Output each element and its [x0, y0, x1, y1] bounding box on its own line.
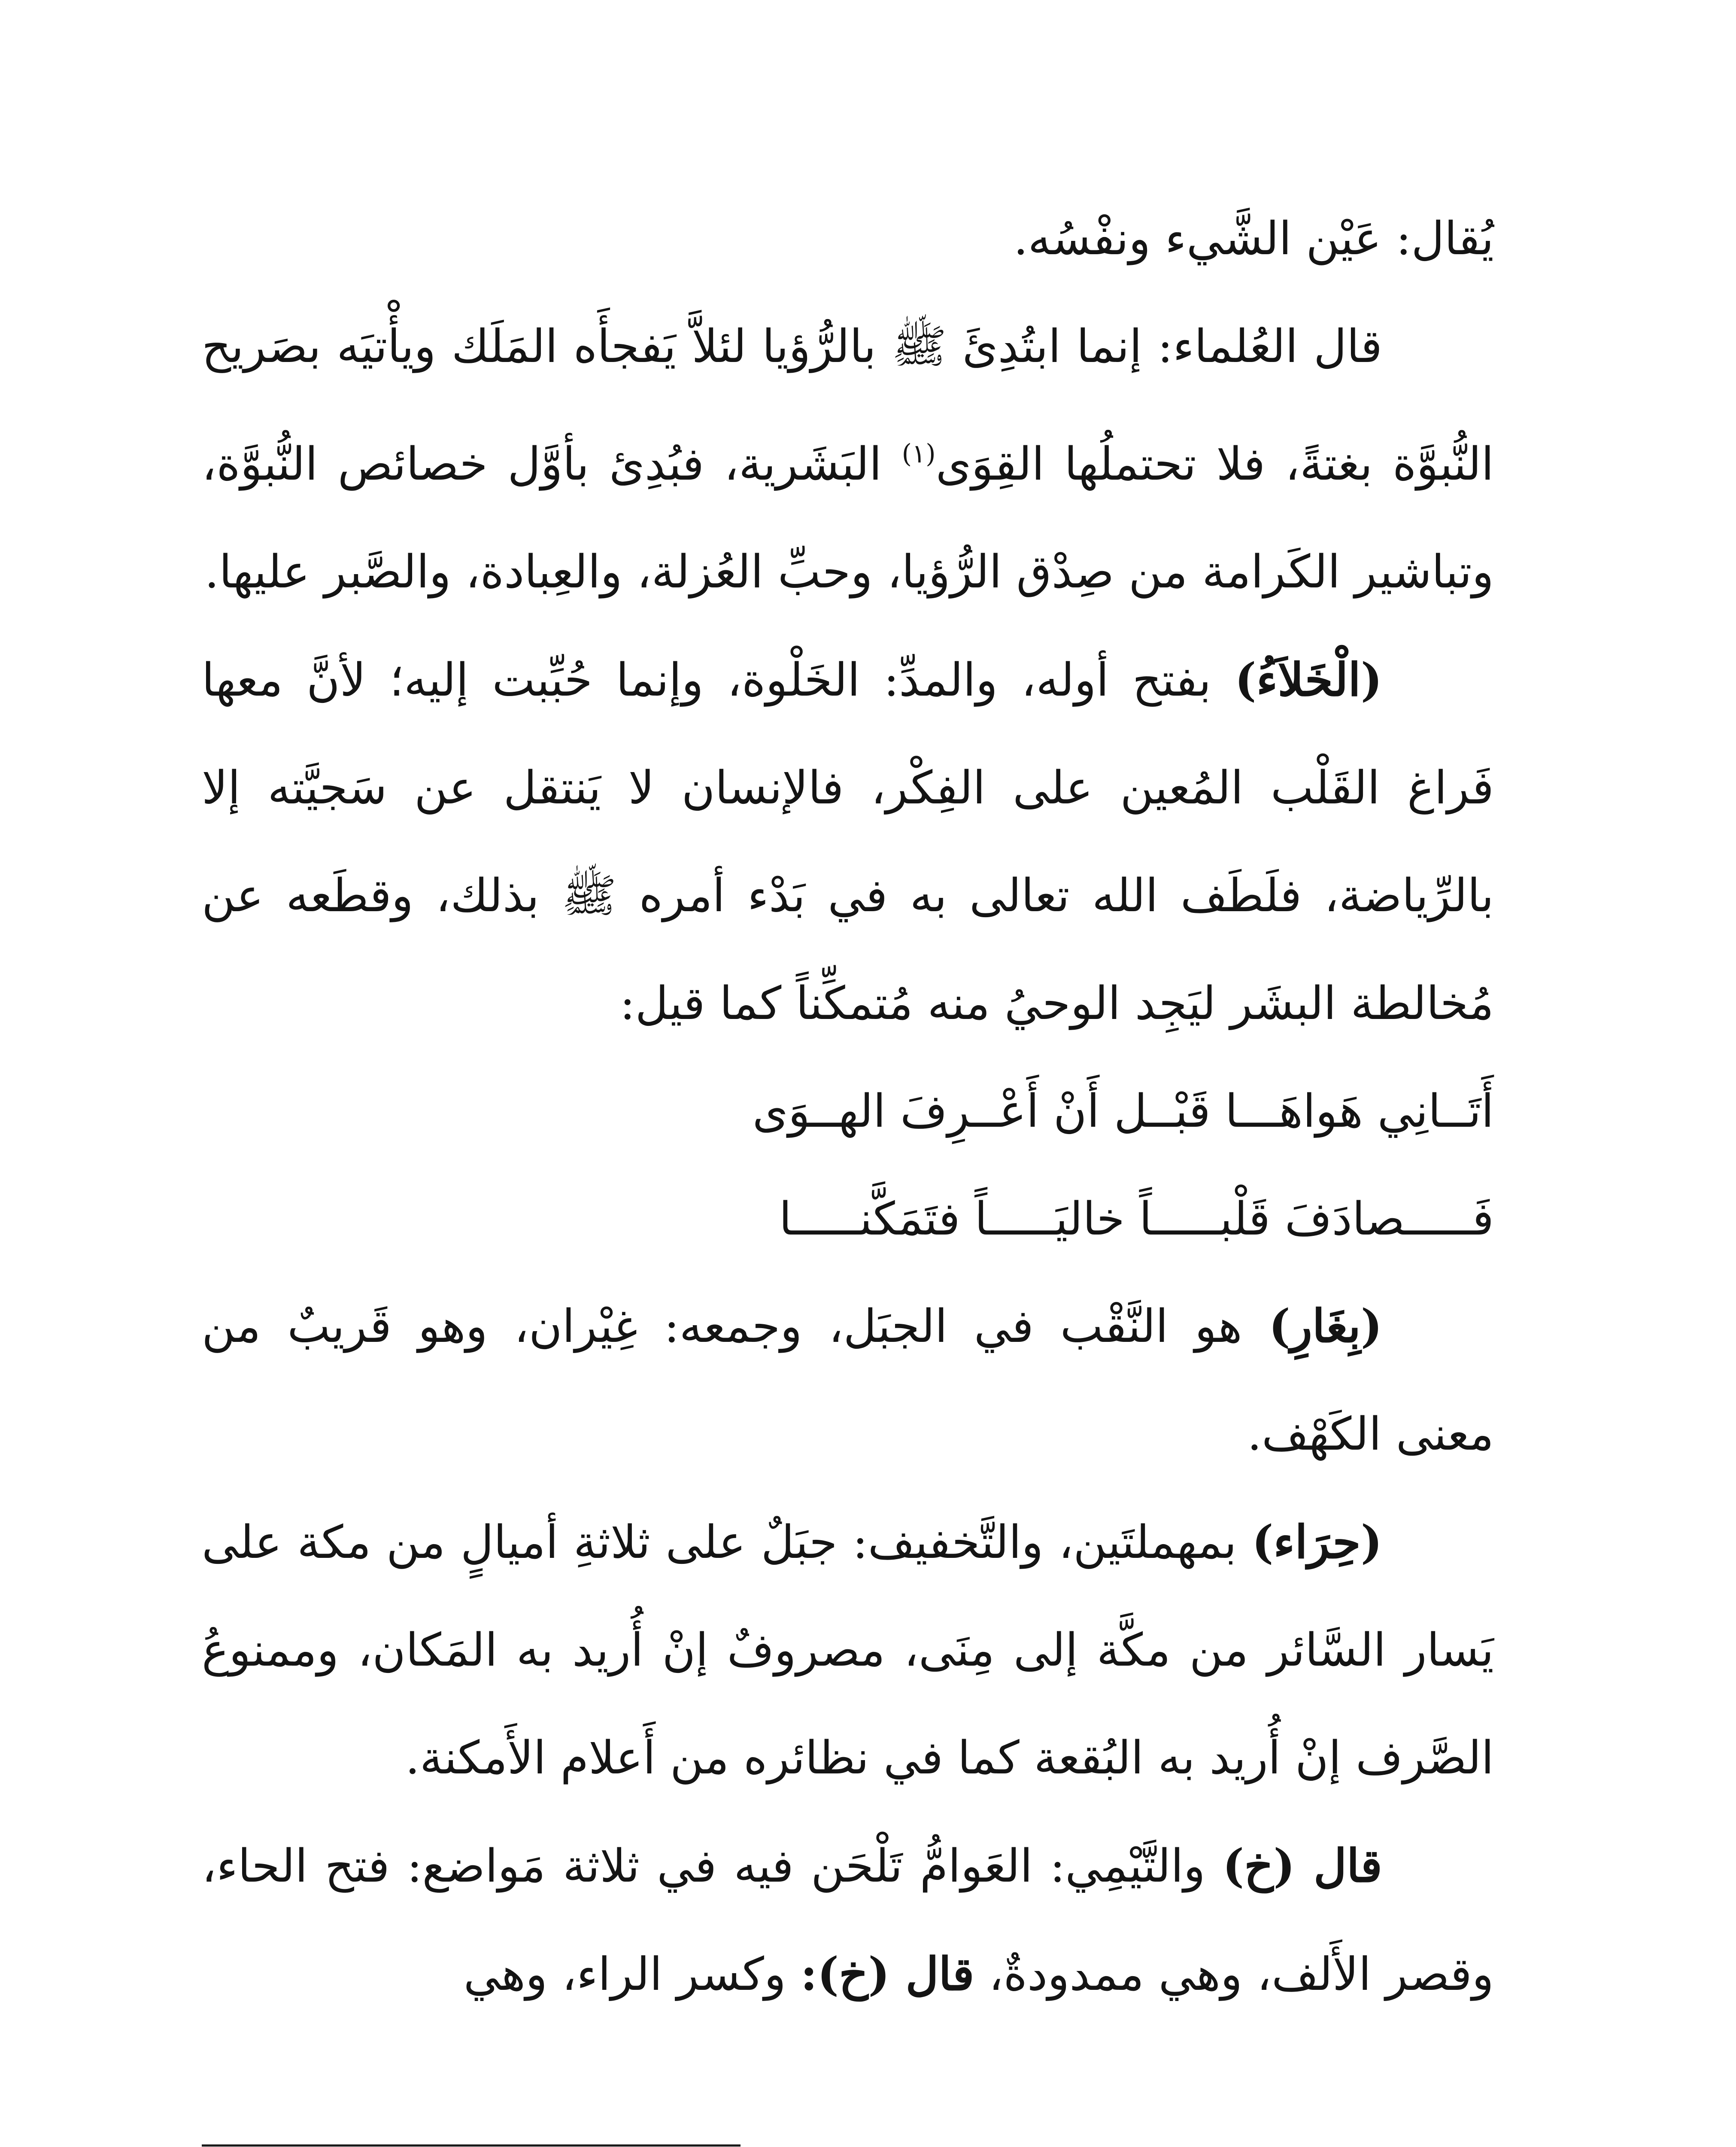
paragraph-4: [202, 1272, 1494, 1488]
paragraph-5-lead: (حِرَاء): [1252, 1515, 1382, 1569]
paragraph-1-text: يُقال: عَيْن الشَّيء ونفْسُه.: [1013, 212, 1494, 265]
poem-line-2: فَـــــصادَفَ قَلْبـــــاً خاليَـــــاً فتَمَكَّنـــــا: [779, 1192, 1494, 1245]
paragraph-2-text-after: البَشَرية، فبُدِئ بأوَّل خصائص النُّبوَّة، وتباشير الكَرامة من صِدْق الرُّؤيا، وحبِّ العُزلة، والعِبادة، والصَّبر عليها.: [202, 438, 1494, 598]
paragraph-6-text: والتَّيْمِي: العَوامُّ تَلْحَن فيه في ثلاثة مَواضع: فتح الحاء، وقصر الأَلف، وهي ممدودةٌ،: [202, 1840, 1494, 2001]
footnote-divider: [202, 2144, 741, 2147]
page-body: [202, 185, 1494, 2147]
paragraph-4-text: هو النَّقْب في الجبَل، وجمعه: غِيْران، وهو قَريبٌ من معنى الكَهْف.: [202, 1300, 1494, 1460]
paragraph-2: [202, 292, 1494, 626]
paragraph-6-lead-2: قال (خ):: [800, 1947, 974, 2001]
footnote-marker: (١): [901, 439, 936, 469]
paragraph-3-lead: (الْخَلاَءُ): [1235, 653, 1382, 706]
paragraph-5-text: بمهملتَين، والتَّخفيف: جبَلٌ على ثلاثةِ أميالٍ من مكة على يَسار السَّائر من مكَّة إلى مِنَى، مصروفٌ إنْ أُريد به المَكان، وممنوعُ الصَّرف إنْ أُريد به البُقعة كما في نظائره من أَعلام الأَمكنة.: [202, 1516, 1494, 1784]
paragraph-3-text: بفتح أوله، والمدِّ: الخَلْوة، وإنما حُبِّبت إليه؛ لأنَّ معها فَراغ القَلْب المُعين على الفِكْر، فالإنسان لا يَنتقل عن سَجيَّته إلا بالرِّياضة، فلَطَف الله تعالى به في بَدْء أمره ﷺ بذلك، وقطَعه عن مُخالطة البشَر ليَجِد الوحيُ منه مُتمكِّناً كما قيل:: [202, 654, 1494, 1030]
poem: [202, 1057, 1494, 1272]
paragraph-6-text-2: وكسر الراء، وهي: [463, 1948, 801, 2001]
poem-line-1: أَتَــانِي هَواهَـــا قَبْــل أَنْ أَعْــرِفَ الهــوَى: [752, 1085, 1494, 1137]
paragraph-6: [202, 1812, 1494, 2028]
paragraph-4-lead: (بِغَارِ): [1269, 1299, 1382, 1353]
paragraph-5: [202, 1488, 1494, 1812]
paragraph-2-text: قال العُلماء: إنما ابتُدِئَ ﷺ بالرُّؤيا لئلاَّ يَفجأَه المَلَك ويأْتيَه بصَريح النُّبوَّة بغتةً، فلا تحتملُها القِوَى: [202, 320, 1494, 490]
paragraph-6-lead: قال (خ): [1222, 1839, 1382, 1892]
paragraph-1: [202, 185, 1494, 292]
paragraph-3: [202, 626, 1494, 1057]
